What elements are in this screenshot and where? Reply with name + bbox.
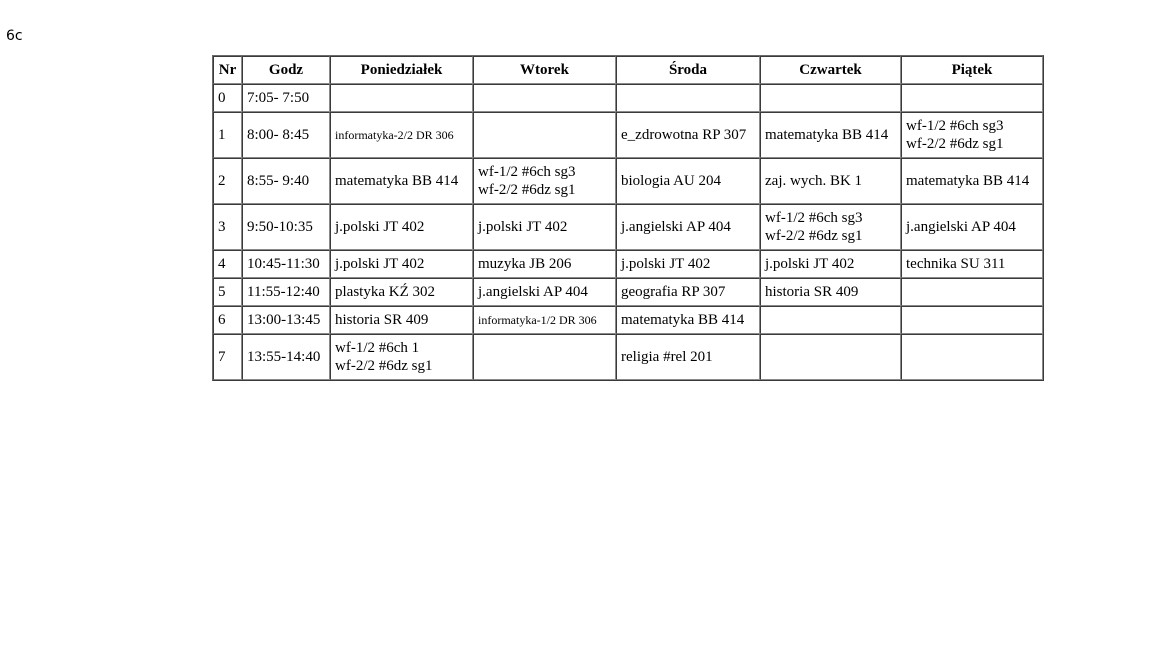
lesson-time-cell: 13:55-14:40 (242, 334, 330, 380)
lesson-cell-wtorek (473, 158, 616, 204)
lesson-time-cell: 7:05- 7:50 (242, 84, 330, 112)
lesson-cell-sroda (616, 250, 760, 278)
lesson-cell-czwartek (760, 204, 901, 250)
lesson-cell-poniedzialek (330, 278, 473, 306)
header-piatek: Piątek (901, 56, 1043, 84)
lesson-entry: matematyka BB 414 (906, 173, 1030, 189)
lesson-entry: technika SU 311 (906, 256, 1006, 272)
lesson-cell-sroda (616, 306, 760, 334)
lesson-time-cell: 13:00-13:45 (242, 306, 330, 334)
lesson-cell-piatek (901, 158, 1043, 204)
table-row (213, 204, 1043, 250)
lesson-entry: j.polski JT 402 (335, 256, 425, 272)
lesson-entry: wf-2/2 #6dz sg1 (478, 182, 576, 198)
lesson-entry: biologia AU 204 (621, 173, 721, 189)
lesson-entry: matematyka BB 414 (765, 127, 889, 143)
lesson-cell-czwartek (760, 278, 901, 306)
lesson-number-cell: 7 (213, 334, 242, 380)
lesson-cell-poniedzialek (330, 334, 473, 380)
lesson-cell-wtorek (473, 84, 616, 112)
lesson-number-cell: 6 (213, 306, 242, 334)
lesson-plan-table (212, 55, 1044, 381)
lesson-entry: plastyka KŹ 302 (335, 284, 435, 300)
lesson-cell-sroda (616, 84, 760, 112)
lesson-entry: historia SR 409 (765, 284, 859, 300)
header-godz: Godz (242, 56, 330, 84)
class-title: 6c (6, 28, 23, 44)
table-row (213, 158, 1043, 204)
lesson-cell-czwartek (760, 112, 901, 158)
lesson-cell-piatek (901, 306, 1043, 334)
lesson-cell-poniedzialek (330, 204, 473, 250)
lesson-time-cell: 8:00- 8:45 (242, 112, 330, 158)
lesson-cell-sroda (616, 334, 760, 380)
lesson-cell-czwartek (760, 306, 901, 334)
lesson-cell-piatek (901, 112, 1043, 158)
lesson-time-cell: 9:50-10:35 (242, 204, 330, 250)
lesson-number-cell: 4 (213, 250, 242, 278)
header-czwartek: Czwartek (760, 56, 901, 84)
lesson-entry: muzyka JB 206 (478, 256, 572, 272)
lesson-entry: wf-1/2 #6ch sg3 (906, 118, 1004, 134)
lesson-entry: wf-1/2 #6ch sg3 (478, 164, 576, 180)
lesson-cell-sroda (616, 278, 760, 306)
lesson-cell-wtorek (473, 112, 616, 158)
header-wtorek: Wtorek (473, 56, 616, 84)
table-row (213, 278, 1043, 306)
lesson-cell-czwartek (760, 158, 901, 204)
lesson-entry: j.polski JT 402 (621, 256, 711, 272)
lesson-cell-poniedzialek (330, 250, 473, 278)
lesson-entry: wf-2/2 #6dz sg1 (335, 358, 433, 374)
lesson-entry: wf-2/2 #6dz sg1 (906, 136, 1004, 152)
lesson-entry: zaj. wych. BK 1 (765, 173, 863, 189)
lesson-cell-wtorek (473, 250, 616, 278)
lesson-cell-wtorek (473, 204, 616, 250)
lesson-cell-sroda (616, 204, 760, 250)
lesson-entry: geografia RP 307 (621, 284, 726, 300)
lesson-cell-sroda (616, 158, 760, 204)
lesson-entry: wf-1/2 #6ch sg3 (765, 210, 863, 226)
lesson-entry: j.polski JT 402 (478, 219, 568, 235)
lesson-number-cell: 1 (213, 112, 242, 158)
lesson-entry: wf-1/2 #6ch 1 (335, 340, 420, 356)
table-row (213, 306, 1043, 334)
lesson-entry: religia #rel 201 (621, 349, 713, 365)
lesson-entry: j.angielski AP 404 (906, 219, 1016, 235)
table-body (213, 84, 1043, 380)
lesson-entry: j.polski JT 402 (335, 219, 425, 235)
lesson-cell-czwartek (760, 84, 901, 112)
lesson-cell-wtorek (473, 334, 616, 380)
table-row (213, 250, 1043, 278)
lesson-entry: informatyka-2/2 DR 306 (335, 128, 454, 142)
lesson-cell-poniedzialek (330, 112, 473, 158)
lesson-cell-czwartek (760, 334, 901, 380)
lesson-cell-wtorek (473, 306, 616, 334)
lesson-time-cell: 11:55-12:40 (242, 278, 330, 306)
header-nr: Nr (213, 56, 242, 84)
lesson-entry: j.angielski AP 404 (621, 219, 731, 235)
header-sroda: Środa (616, 56, 760, 84)
lesson-cell-piatek (901, 204, 1043, 250)
lesson-entry: j.angielski AP 404 (478, 284, 588, 300)
lesson-cell-wtorek (473, 278, 616, 306)
lesson-entry: j.polski JT 402 (765, 256, 855, 272)
lesson-cell-poniedzialek (330, 306, 473, 334)
lesson-time-cell: 10:45-11:30 (242, 250, 330, 278)
lesson-cell-piatek (901, 84, 1043, 112)
lesson-cell-piatek (901, 278, 1043, 306)
lesson-cell-poniedzialek (330, 158, 473, 204)
lesson-cell-sroda (616, 112, 760, 158)
lesson-number-cell: 0 (213, 84, 242, 112)
table-row (213, 84, 1043, 112)
lesson-number-cell: 5 (213, 278, 242, 306)
lesson-cell-piatek (901, 250, 1043, 278)
lesson-cell-poniedzialek (330, 84, 473, 112)
lesson-entry: e_zdrowotna RP 307 (621, 127, 747, 143)
lesson-number-cell: 3 (213, 204, 242, 250)
lesson-time-cell: 8:55- 9:40 (242, 158, 330, 204)
lesson-entry: historia SR 409 (335, 312, 429, 328)
table-header-row (213, 56, 1043, 84)
lesson-entry: matematyka BB 414 (335, 173, 459, 189)
table-row (213, 334, 1043, 380)
lesson-cell-czwartek (760, 250, 901, 278)
lesson-entry: matematyka BB 414 (621, 312, 745, 328)
header-poniedzialek: Poniedziałek (330, 56, 473, 84)
lesson-entry: informatyka-1/2 DR 306 (478, 313, 597, 327)
lesson-cell-piatek (901, 334, 1043, 380)
table-row (213, 112, 1043, 158)
lesson-entry: wf-2/2 #6dz sg1 (765, 228, 863, 244)
lesson-number-cell: 2 (213, 158, 242, 204)
